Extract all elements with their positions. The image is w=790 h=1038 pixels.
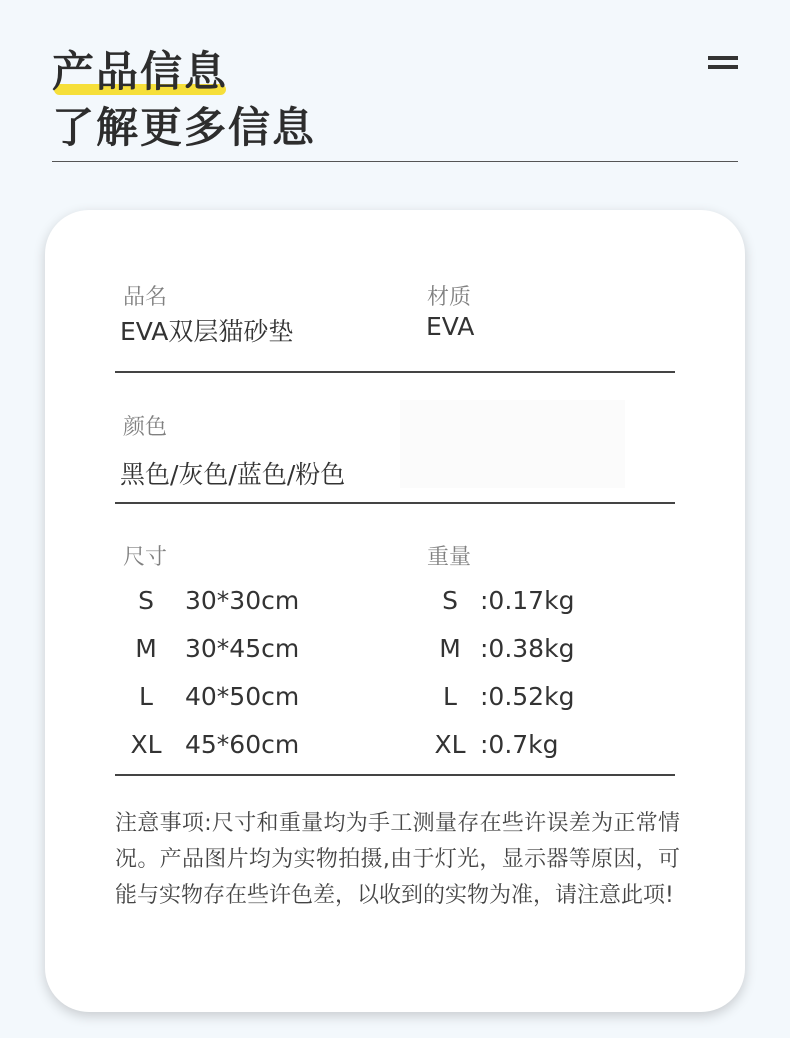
name-label: 品名 [123,285,168,310]
page-title: 产品信息 [52,47,229,96]
size-dimension: 40*50cm [185,682,300,711]
weight-size-code: M [439,634,461,663]
material-label: 材质 [427,285,472,310]
weight-label: 重量 [427,545,472,570]
weight-size-code: L [443,682,457,711]
menu-icon[interactable] [708,56,738,70]
name-value: EVA双层猫砂垫 [120,317,294,346]
weight-size-code: XL [434,730,466,759]
size-dimension: 45*60cm [185,730,300,759]
color-value: 黑色/灰色/蓝色/粉色 [120,460,346,489]
size-code: XL [130,730,162,759]
size-code: S [138,586,154,615]
divider [115,502,675,504]
divider [115,371,675,373]
size-dimension: 30*45cm [185,634,300,663]
product-info-card [45,210,745,1012]
size-weight: :0.52kg [480,682,575,711]
header-divider [52,161,738,162]
size-weight: :0.17kg [480,586,575,615]
watermark [400,400,625,488]
color-label: 颜色 [123,415,168,440]
size-weight: :0.38kg [480,634,575,663]
material-value: EVA [426,312,475,341]
weight-size-code: S [442,586,458,615]
size-label: 尺寸 [123,545,168,570]
notice-text: 注意事项:尺寸和重量均为手工测量存在些许误差为正常情况。产品图片均为实物拍摄,由于灯光，显示器等原因，可能与实物存在些许色差，以收到的实物为准，请注意此项! [115,811,680,908]
size-dimension: 30*30cm [185,586,300,615]
size-code: L [139,682,153,711]
divider [115,774,675,776]
size-weight: :0.7kg [480,730,559,759]
size-code: M [135,634,157,663]
page-subtitle: 了解更多信息 [52,103,317,152]
